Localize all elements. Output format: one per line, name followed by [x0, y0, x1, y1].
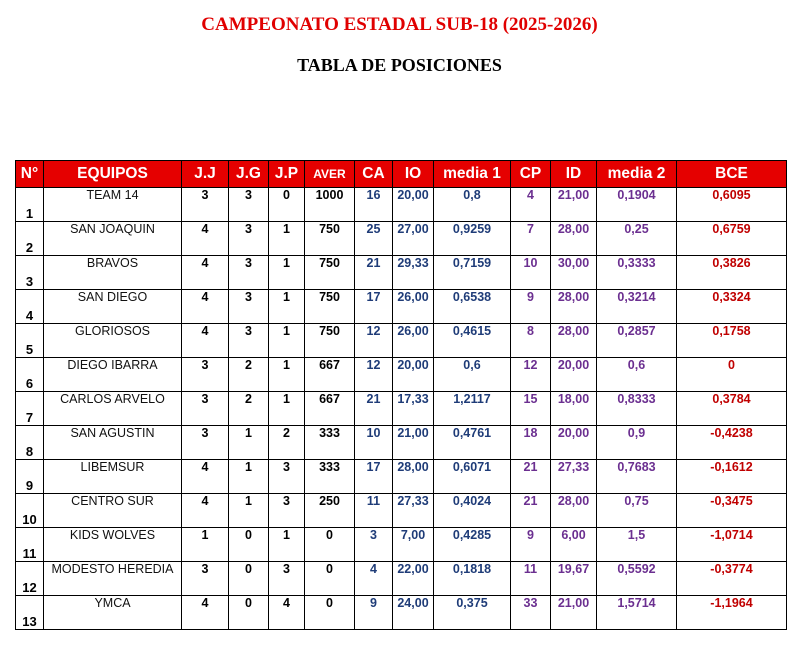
media1-cell: 0,1818	[434, 562, 511, 596]
io-cell: 28,00	[393, 460, 434, 494]
bce-cell: -0,3774	[677, 562, 787, 596]
io-cell: 22,00	[393, 562, 434, 596]
team-name-cell: YMCA	[44, 596, 182, 630]
runs-for-cell: 7	[511, 222, 551, 256]
table-row	[16, 596, 787, 630]
header-cell: AVER	[305, 161, 355, 188]
id-cell: 20,00	[551, 426, 597, 460]
bce-cell: -1,1964	[677, 596, 787, 630]
io-cell: 20,00	[393, 188, 434, 222]
runs-against-cell: 12	[355, 358, 393, 392]
games-lost-cell: 1	[269, 324, 305, 358]
header-cell: EQUIPOS	[44, 161, 182, 188]
average-cell: 750	[305, 324, 355, 358]
id-cell: 19,67	[551, 562, 597, 596]
media2-cell: 0,3333	[597, 256, 677, 290]
media1-cell: 0,375	[434, 596, 511, 630]
media2-cell: 1,5	[597, 528, 677, 562]
media2-cell: 0,7683	[597, 460, 677, 494]
games-played-cell: 3	[182, 426, 229, 460]
id-cell: 28,00	[551, 222, 597, 256]
media1-cell: 0,6	[434, 358, 511, 392]
table-row	[16, 324, 787, 358]
bce-cell: 0,3826	[677, 256, 787, 290]
games-lost-cell: 0	[269, 188, 305, 222]
bce-cell: -0,1612	[677, 460, 787, 494]
table-row	[16, 290, 787, 324]
bce-cell: -0,3475	[677, 494, 787, 528]
io-cell: 20,00	[393, 358, 434, 392]
runs-against-cell: 12	[355, 324, 393, 358]
games-lost-cell: 4	[269, 596, 305, 630]
runs-for-cell: 11	[511, 562, 551, 596]
io-cell: 29,33	[393, 256, 434, 290]
table-header-row	[16, 161, 787, 188]
average-cell: 750	[305, 290, 355, 324]
bce-cell: 0,3784	[677, 392, 787, 426]
games-lost-cell: 1	[269, 256, 305, 290]
games-won-cell: 0	[229, 528, 269, 562]
page-subtitle: TABLA DE POSICIONES	[297, 55, 502, 75]
team-name-cell: MODESTO HEREDIA	[44, 562, 182, 596]
position-cell: 4	[16, 290, 44, 324]
id-cell: 21,00	[551, 188, 597, 222]
team-name-cell: CENTRO SUR	[44, 494, 182, 528]
header-cell: media 2	[597, 161, 677, 188]
games-played-cell: 3	[182, 358, 229, 392]
id-cell: 18,00	[551, 392, 597, 426]
id-cell: 28,00	[551, 290, 597, 324]
position-cell: 6	[16, 358, 44, 392]
runs-against-cell: 25	[355, 222, 393, 256]
position-cell: 5	[16, 324, 44, 358]
games-won-cell: 3	[229, 188, 269, 222]
runs-against-cell: 21	[355, 256, 393, 290]
games-lost-cell: 3	[269, 494, 305, 528]
games-won-cell: 0	[229, 596, 269, 630]
runs-for-cell: 12	[511, 358, 551, 392]
header-cell: ID	[551, 161, 597, 188]
header-cell: J.P	[269, 161, 305, 188]
games-played-cell: 4	[182, 222, 229, 256]
team-name-cell: SAN AGUSTIN	[44, 426, 182, 460]
id-cell: 27,33	[551, 460, 597, 494]
table-row	[16, 188, 787, 222]
runs-against-cell: 11	[355, 494, 393, 528]
average-cell: 1000	[305, 188, 355, 222]
games-played-cell: 3	[182, 562, 229, 596]
runs-for-cell: 15	[511, 392, 551, 426]
runs-for-cell: 21	[511, 460, 551, 494]
media2-cell: 0,1904	[597, 188, 677, 222]
header-cell: CP	[511, 161, 551, 188]
runs-for-cell: 21	[511, 494, 551, 528]
team-name-cell: GLORIOSOS	[44, 324, 182, 358]
games-won-cell: 1	[229, 460, 269, 494]
table-body	[16, 188, 787, 630]
bce-cell: 0	[677, 358, 787, 392]
games-won-cell: 1	[229, 494, 269, 528]
table-row	[16, 460, 787, 494]
header-cell: J.G	[229, 161, 269, 188]
table-row	[16, 392, 787, 426]
average-cell: 0	[305, 528, 355, 562]
header-cell: IO	[393, 161, 434, 188]
media2-cell: 0,75	[597, 494, 677, 528]
table-row	[16, 494, 787, 528]
average-cell: 0	[305, 562, 355, 596]
average-cell: 750	[305, 222, 355, 256]
media2-cell: 0,3214	[597, 290, 677, 324]
table-row	[16, 528, 787, 562]
position-cell: 8	[16, 426, 44, 460]
games-won-cell: 2	[229, 358, 269, 392]
runs-against-cell: 9	[355, 596, 393, 630]
id-cell: 20,00	[551, 358, 597, 392]
average-cell: 250	[305, 494, 355, 528]
games-won-cell: 3	[229, 290, 269, 324]
header-cell: BCE	[677, 161, 787, 188]
table-row	[16, 358, 787, 392]
games-lost-cell: 1	[269, 392, 305, 426]
runs-against-cell: 10	[355, 426, 393, 460]
io-cell: 21,00	[393, 426, 434, 460]
games-lost-cell: 1	[269, 528, 305, 562]
media1-cell: 0,8	[434, 188, 511, 222]
games-played-cell: 1	[182, 528, 229, 562]
games-lost-cell: 3	[269, 460, 305, 494]
runs-for-cell: 4	[511, 188, 551, 222]
runs-for-cell: 18	[511, 426, 551, 460]
average-cell: 667	[305, 392, 355, 426]
position-cell: 3	[16, 256, 44, 290]
media1-cell: 0,4285	[434, 528, 511, 562]
runs-for-cell: 9	[511, 290, 551, 324]
position-cell: 13	[16, 596, 44, 630]
standings-table	[15, 160, 787, 630]
bce-cell: 0,3324	[677, 290, 787, 324]
average-cell: 333	[305, 460, 355, 494]
table-row	[16, 426, 787, 460]
id-cell: 21,00	[551, 596, 597, 630]
io-cell: 27,00	[393, 222, 434, 256]
table-row	[16, 256, 787, 290]
runs-against-cell: 17	[355, 290, 393, 324]
team-name-cell: DIEGO IBARRA	[44, 358, 182, 392]
bce-cell: 0,6095	[677, 188, 787, 222]
bce-cell: 0,1758	[677, 324, 787, 358]
media1-cell: 1,2117	[434, 392, 511, 426]
team-name-cell: KIDS WOLVES	[44, 528, 182, 562]
media1-cell: 0,4615	[434, 324, 511, 358]
media1-cell: 0,7159	[434, 256, 511, 290]
header-cell: N°	[16, 161, 44, 188]
average-cell: 333	[305, 426, 355, 460]
media2-cell: 0,8333	[597, 392, 677, 426]
media1-cell: 0,6538	[434, 290, 511, 324]
games-lost-cell: 2	[269, 426, 305, 460]
position-cell: 11	[16, 528, 44, 562]
runs-against-cell: 16	[355, 188, 393, 222]
games-won-cell: 2	[229, 392, 269, 426]
table-row	[16, 562, 787, 596]
team-name-cell: SAN JOAQUIN	[44, 222, 182, 256]
header-cell: CA	[355, 161, 393, 188]
media2-cell: 1,5714	[597, 596, 677, 630]
games-played-cell: 4	[182, 494, 229, 528]
games-won-cell: 1	[229, 426, 269, 460]
media1-cell: 0,4024	[434, 494, 511, 528]
games-played-cell: 4	[182, 460, 229, 494]
average-cell: 0	[305, 596, 355, 630]
runs-against-cell: 4	[355, 562, 393, 596]
average-cell: 750	[305, 256, 355, 290]
games-won-cell: 0	[229, 562, 269, 596]
header-cell: J.J	[182, 161, 229, 188]
games-won-cell: 3	[229, 324, 269, 358]
bce-cell: -1,0714	[677, 528, 787, 562]
runs-against-cell: 3	[355, 528, 393, 562]
team-name-cell: LIBEMSUR	[44, 460, 182, 494]
id-cell: 28,00	[551, 324, 597, 358]
runs-against-cell: 17	[355, 460, 393, 494]
table-row	[16, 222, 787, 256]
page-title: CAMPEONATO ESTADAL SUB-18 (2025-2026)	[201, 14, 598, 35]
media2-cell: 0,25	[597, 222, 677, 256]
io-cell: 26,00	[393, 290, 434, 324]
io-cell: 27,33	[393, 494, 434, 528]
games-played-cell: 4	[182, 290, 229, 324]
team-name-cell: BRAVOS	[44, 256, 182, 290]
media2-cell: 0,2857	[597, 324, 677, 358]
media1-cell: 0,6071	[434, 460, 511, 494]
io-cell: 24,00	[393, 596, 434, 630]
games-played-cell: 4	[182, 256, 229, 290]
games-played-cell: 3	[182, 188, 229, 222]
games-lost-cell: 1	[269, 358, 305, 392]
bce-cell: -0,4238	[677, 426, 787, 460]
games-played-cell: 4	[182, 596, 229, 630]
media2-cell: 0,6	[597, 358, 677, 392]
position-cell: 2	[16, 222, 44, 256]
team-name-cell: SAN DIEGO	[44, 290, 182, 324]
games-lost-cell: 1	[269, 222, 305, 256]
games-lost-cell: 3	[269, 562, 305, 596]
id-cell: 6,00	[551, 528, 597, 562]
io-cell: 26,00	[393, 324, 434, 358]
games-played-cell: 4	[182, 324, 229, 358]
games-won-cell: 3	[229, 222, 269, 256]
runs-for-cell: 9	[511, 528, 551, 562]
position-cell: 10	[16, 494, 44, 528]
average-cell: 667	[305, 358, 355, 392]
runs-for-cell: 10	[511, 256, 551, 290]
media2-cell: 0,9	[597, 426, 677, 460]
bce-cell: 0,6759	[677, 222, 787, 256]
games-played-cell: 3	[182, 392, 229, 426]
position-cell: 7	[16, 392, 44, 426]
media1-cell: 0,9259	[434, 222, 511, 256]
games-lost-cell: 1	[269, 290, 305, 324]
media2-cell: 0,5592	[597, 562, 677, 596]
id-cell: 30,00	[551, 256, 597, 290]
position-cell: 1	[16, 188, 44, 222]
position-cell: 12	[16, 562, 44, 596]
runs-for-cell: 33	[511, 596, 551, 630]
runs-for-cell: 8	[511, 324, 551, 358]
position-cell: 9	[16, 460, 44, 494]
runs-against-cell: 21	[355, 392, 393, 426]
io-cell: 17,33	[393, 392, 434, 426]
team-name-cell: CARLOS ARVELO	[44, 392, 182, 426]
team-name-cell: TEAM 14	[44, 188, 182, 222]
media1-cell: 0,4761	[434, 426, 511, 460]
games-won-cell: 3	[229, 256, 269, 290]
header-cell: media 1	[434, 161, 511, 188]
io-cell: 7,00	[393, 528, 434, 562]
id-cell: 28,00	[551, 494, 597, 528]
